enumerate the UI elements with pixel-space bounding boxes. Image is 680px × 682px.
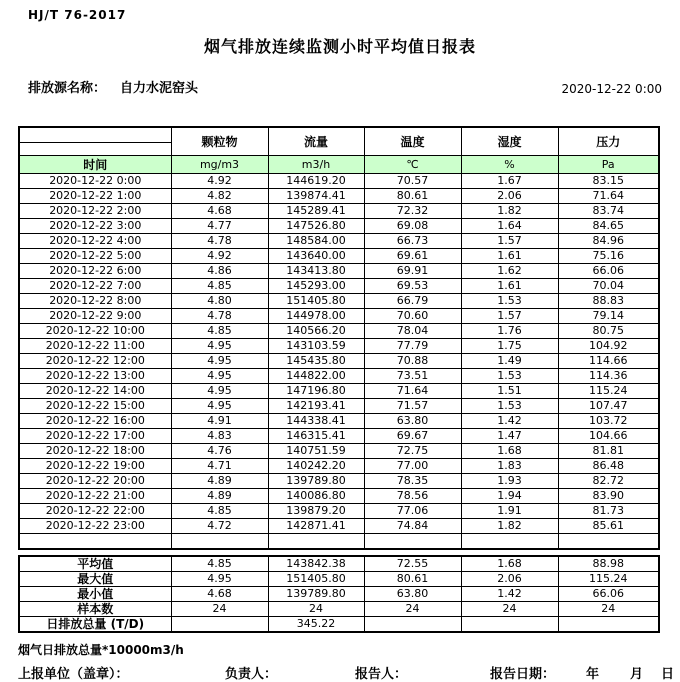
value-cell: 1.76 [461, 324, 558, 339]
value-cell: 4.89 [171, 474, 268, 489]
source-label: 排放源名称： [28, 81, 107, 96]
value-cell: 4.92 [171, 174, 268, 189]
value-cell: 84.96 [558, 234, 659, 249]
table-row [19, 519, 659, 534]
value-cell: 1.82 [461, 519, 558, 534]
column-header-humidity: 湿度 [461, 127, 558, 156]
value-cell: 147526.80 [268, 219, 364, 234]
table-row [19, 234, 659, 249]
value-cell: 142193.41 [268, 399, 364, 414]
value-cell: 1.51 [461, 384, 558, 399]
reporter-label: 报告人： [355, 667, 408, 682]
value-cell: 74.84 [364, 519, 461, 534]
value-cell: 140566.20 [268, 324, 364, 339]
time-cell: 2020-12-22 19:00 [19, 459, 171, 474]
emission-source [28, 77, 198, 96]
summary-value-cell: 139789.80 [268, 587, 364, 602]
summary-value-cell: 66.06 [558, 587, 659, 602]
value-cell: 103.72 [558, 414, 659, 429]
summary-value-cell [461, 617, 558, 633]
value-cell: 139789.80 [268, 474, 364, 489]
value-cell: 86.48 [558, 459, 659, 474]
table-row [19, 309, 659, 324]
value-cell: 4.95 [171, 354, 268, 369]
time-cell: 2020-12-22 11:00 [19, 339, 171, 354]
value-cell: 66.06 [558, 264, 659, 279]
table-row [19, 249, 659, 264]
time-cell: 2020-12-22 15:00 [19, 399, 171, 414]
table-row [19, 399, 659, 414]
report-table [18, 126, 660, 550]
value-cell: 143413.80 [268, 264, 364, 279]
unit-row [19, 156, 659, 174]
value-cell: 1.64 [461, 219, 558, 234]
time-cell: 2020-12-22 10:00 [19, 324, 171, 339]
value-cell: 85.61 [558, 519, 659, 534]
value-cell: 82.72 [558, 474, 659, 489]
value-cell: 69.61 [364, 249, 461, 264]
time-cell: 2020-12-22 7:00 [19, 279, 171, 294]
summary-value-cell [364, 617, 461, 633]
value-cell: 1.57 [461, 234, 558, 249]
report-unit-label: 上报单位（盖章）： [18, 667, 129, 682]
time-cell: 2020-12-22 9:00 [19, 309, 171, 324]
value-cell: 2.06 [461, 189, 558, 204]
value-cell: 69.67 [364, 429, 461, 444]
manager-label: 负责人： [225, 667, 278, 682]
time-cell: 2020-12-22 0:00 [19, 174, 171, 189]
summary-value-cell: 63.80 [364, 587, 461, 602]
value-cell: 1.68 [461, 444, 558, 459]
time-cell: 2020-12-22 8:00 [19, 294, 171, 309]
summary-value-cell: 88.98 [558, 556, 659, 572]
value-cell: 1.94 [461, 489, 558, 504]
unit-cell-humidity: % [461, 156, 558, 174]
report-datetime: 2020-12-22 0:00 [561, 82, 662, 96]
value-cell: 1.61 [461, 249, 558, 264]
value-cell: 75.16 [558, 249, 659, 264]
summary-value-cell [171, 617, 268, 633]
value-cell: 140086.80 [268, 489, 364, 504]
value-cell: 147196.80 [268, 384, 364, 399]
value-cell: 72.32 [364, 204, 461, 219]
value-cell: 4.76 [171, 444, 268, 459]
value-cell: 80.61 [364, 189, 461, 204]
table-row [19, 444, 659, 459]
value-cell: 4.78 [171, 234, 268, 249]
summary-value-cell: 24 [558, 602, 659, 617]
day-label: 日 [661, 667, 675, 682]
value-cell: 104.66 [558, 429, 659, 444]
page-title: 烟气排放连续监测小时平均值日报表 [203, 37, 476, 56]
value-cell: 70.04 [558, 279, 659, 294]
value-cell: 4.85 [171, 504, 268, 519]
value-cell: 83.74 [558, 204, 659, 219]
summary-row [19, 572, 659, 587]
time-cell: 2020-12-22 12:00 [19, 354, 171, 369]
column-header-temperature: 温度 [364, 127, 461, 156]
value-cell: 4.85 [171, 324, 268, 339]
value-cell: 107.47 [558, 399, 659, 414]
table-row [19, 264, 659, 279]
time-header: 时间 [19, 156, 171, 174]
value-cell: 81.81 [558, 444, 659, 459]
meta-row [28, 77, 662, 96]
value-cell: 4.92 [171, 249, 268, 264]
time-cell: 2020-12-22 20:00 [19, 474, 171, 489]
time-cell: 2020-12-22 18:00 [19, 444, 171, 459]
value-cell: 78.04 [364, 324, 461, 339]
value-cell: 70.60 [364, 309, 461, 324]
column-header-pressure: 压力 [558, 127, 659, 156]
value-cell: 1.61 [461, 279, 558, 294]
blank-cell [558, 534, 659, 550]
value-cell: 4.85 [171, 279, 268, 294]
value-cell: 66.79 [364, 294, 461, 309]
value-cell: 71.57 [364, 399, 461, 414]
value-cell: 114.36 [558, 369, 659, 384]
time-cell: 2020-12-22 13:00 [19, 369, 171, 384]
table-row [19, 474, 659, 489]
summary-value-cell: 72.55 [364, 556, 461, 572]
value-cell: 140751.59 [268, 444, 364, 459]
value-cell: 69.08 [364, 219, 461, 234]
value-cell: 4.91 [171, 414, 268, 429]
signature-line [0, 663, 680, 681]
value-cell: 1.53 [461, 399, 558, 414]
value-cell: 4.95 [171, 399, 268, 414]
table-row [19, 174, 659, 189]
value-cell: 114.66 [558, 354, 659, 369]
table-row [19, 429, 659, 444]
time-cell: 2020-12-22 22:00 [19, 504, 171, 519]
summary-value-cell: 4.85 [171, 556, 268, 572]
summary-label: 样本数 [19, 602, 171, 617]
summary-value-cell: 2.06 [461, 572, 558, 587]
value-cell: 63.80 [364, 414, 461, 429]
value-cell: 139879.20 [268, 504, 364, 519]
value-cell: 69.53 [364, 279, 461, 294]
value-cell: 1.93 [461, 474, 558, 489]
time-cell: 2020-12-22 14:00 [19, 384, 171, 399]
value-cell: 1.49 [461, 354, 558, 369]
value-cell: 4.71 [171, 459, 268, 474]
value-cell: 79.14 [558, 309, 659, 324]
summary-value-cell: 143842.38 [268, 556, 364, 572]
value-cell: 4.80 [171, 294, 268, 309]
blank-cell [171, 534, 268, 550]
value-cell: 71.64 [364, 384, 461, 399]
value-cell: 145293.00 [268, 279, 364, 294]
summary-label: 最小值 [19, 587, 171, 602]
summary-value-cell: 80.61 [364, 572, 461, 587]
value-cell: 144338.41 [268, 414, 364, 429]
summary-value-cell: 345.22 [268, 617, 364, 633]
summary-row [19, 587, 659, 602]
time-cell: 2020-12-22 5:00 [19, 249, 171, 264]
value-cell: 88.83 [558, 294, 659, 309]
value-cell: 4.72 [171, 519, 268, 534]
value-cell: 71.64 [558, 189, 659, 204]
value-cell: 145289.41 [268, 204, 364, 219]
summary-row [19, 602, 659, 617]
report-date-label: 报告日期： [490, 667, 556, 682]
value-cell: 4.95 [171, 369, 268, 384]
value-cell: 4.95 [171, 339, 268, 354]
table-row [19, 219, 659, 234]
time-cell: 2020-12-22 16:00 [19, 414, 171, 429]
summary-value-cell: 1.68 [461, 556, 558, 572]
summary-value-cell: 1.42 [461, 587, 558, 602]
summary-rows [19, 556, 659, 632]
value-cell: 145435.80 [268, 354, 364, 369]
value-cell: 83.15 [558, 174, 659, 189]
summary-value-cell [558, 617, 659, 633]
value-cell: 4.82 [171, 189, 268, 204]
value-cell: 72.75 [364, 444, 461, 459]
summary-value-cell: 4.95 [171, 572, 268, 587]
value-cell: 104.92 [558, 339, 659, 354]
value-cell: 142871.41 [268, 519, 364, 534]
value-cell: 1.67 [461, 174, 558, 189]
corner-cell-bottom [19, 143, 171, 156]
value-cell: 1.47 [461, 429, 558, 444]
table-row [19, 414, 659, 429]
summary-value-cell: 4.68 [171, 587, 268, 602]
summary-value-cell: 24 [461, 602, 558, 617]
value-cell: 70.88 [364, 354, 461, 369]
footer-note: 烟气日排放总量*10000m3/h [18, 643, 184, 657]
value-cell: 73.51 [364, 369, 461, 384]
table-row [19, 204, 659, 219]
unit-cell-pm: mg/m3 [171, 156, 268, 174]
value-cell: 4.77 [171, 219, 268, 234]
summary-value-cell: 24 [171, 602, 268, 617]
blank-cell [19, 534, 171, 550]
corner-cell-top [19, 127, 171, 143]
value-cell: 1.57 [461, 309, 558, 324]
value-cell: 77.00 [364, 459, 461, 474]
value-cell: 4.68 [171, 204, 268, 219]
table-row [19, 459, 659, 474]
table-row [19, 324, 659, 339]
summary-label: 平均值 [19, 556, 171, 572]
table-row [19, 489, 659, 504]
value-cell: 70.57 [364, 174, 461, 189]
standard-code: HJ/T 76-2017 [28, 8, 127, 22]
column-header-pm: 颗粒物 [171, 127, 268, 156]
value-cell: 144978.00 [268, 309, 364, 324]
time-cell: 2020-12-22 3:00 [19, 219, 171, 234]
summary-value-cell: 115.24 [558, 572, 659, 587]
value-cell: 143640.00 [268, 249, 364, 264]
value-cell: 115.24 [558, 384, 659, 399]
blank-cell [268, 534, 364, 550]
summary-table [18, 555, 660, 633]
year-label: 年 [586, 667, 600, 682]
table-row [19, 189, 659, 204]
table-row [19, 384, 659, 399]
table-row [19, 354, 659, 369]
value-cell: 143103.59 [268, 339, 364, 354]
value-cell: 140242.20 [268, 459, 364, 474]
data-rows [19, 174, 659, 534]
time-cell: 2020-12-22 6:00 [19, 264, 171, 279]
summary-label: 日排放总量 (T/D) [19, 617, 171, 633]
value-cell: 69.91 [364, 264, 461, 279]
blank-cell [364, 534, 461, 550]
value-cell: 4.95 [171, 384, 268, 399]
value-cell: 84.65 [558, 219, 659, 234]
unit-cell-pressure: Pa [558, 156, 659, 174]
source-name: 自力水泥窑头 [120, 81, 199, 96]
value-cell: 1.91 [461, 504, 558, 519]
value-cell: 148584.00 [268, 234, 364, 249]
value-cell: 1.62 [461, 264, 558, 279]
value-cell: 144619.20 [268, 174, 364, 189]
value-cell: 1.53 [461, 369, 558, 384]
value-cell: 66.73 [364, 234, 461, 249]
value-cell: 151405.80 [268, 294, 364, 309]
time-cell: 2020-12-22 23:00 [19, 519, 171, 534]
blank-row [19, 534, 659, 550]
column-name-row [19, 127, 659, 143]
table-row [19, 339, 659, 354]
value-cell: 144822.00 [268, 369, 364, 384]
summary-row [19, 556, 659, 572]
value-cell: 78.35 [364, 474, 461, 489]
unit-cell-temperature: ℃ [364, 156, 461, 174]
value-cell: 78.56 [364, 489, 461, 504]
value-cell: 81.73 [558, 504, 659, 519]
value-cell: 139874.41 [268, 189, 364, 204]
value-cell: 1.82 [461, 204, 558, 219]
value-cell: 1.42 [461, 414, 558, 429]
value-cell: 4.83 [171, 429, 268, 444]
summary-value-cell: 151405.80 [268, 572, 364, 587]
summary-label: 最大值 [19, 572, 171, 587]
value-cell: 4.86 [171, 264, 268, 279]
table-row [19, 369, 659, 384]
value-cell: 80.75 [558, 324, 659, 339]
table-row [19, 504, 659, 519]
table-row [19, 294, 659, 309]
summary-value-cell: 24 [268, 602, 364, 617]
blank-cell [461, 534, 558, 550]
time-cell: 2020-12-22 2:00 [19, 204, 171, 219]
time-cell: 2020-12-22 1:00 [19, 189, 171, 204]
time-cell: 2020-12-22 17:00 [19, 429, 171, 444]
time-cell: 2020-12-22 4:00 [19, 234, 171, 249]
value-cell: 77.06 [364, 504, 461, 519]
value-cell: 4.78 [171, 309, 268, 324]
summary-row [19, 617, 659, 633]
unit-cell-flow: m3/h [268, 156, 364, 174]
column-header-flow: 流量 [268, 127, 364, 156]
value-cell: 83.90 [558, 489, 659, 504]
value-cell: 1.53 [461, 294, 558, 309]
value-cell: 1.75 [461, 339, 558, 354]
summary-value-cell: 24 [364, 602, 461, 617]
value-cell: 4.89 [171, 489, 268, 504]
month-label: 月 [630, 667, 644, 682]
table-row [19, 279, 659, 294]
value-cell: 1.83 [461, 459, 558, 474]
time-cell: 2020-12-22 21:00 [19, 489, 171, 504]
value-cell: 77.79 [364, 339, 461, 354]
value-cell: 146315.41 [268, 429, 364, 444]
